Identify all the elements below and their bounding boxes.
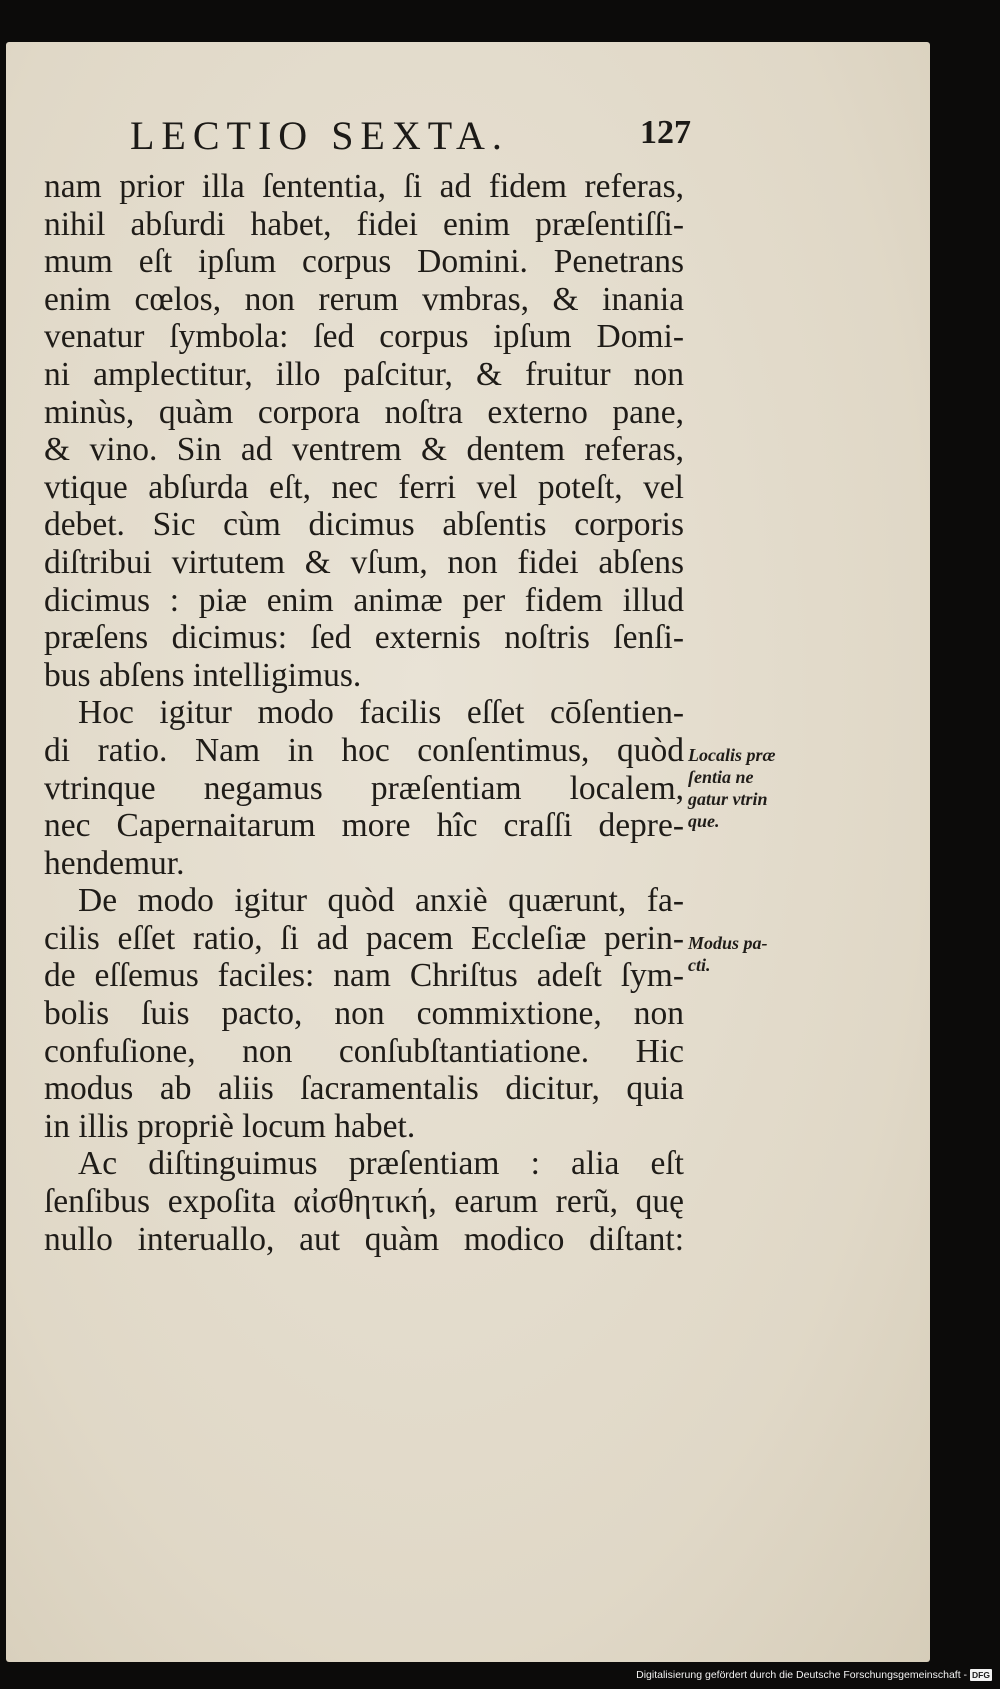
text-line: ni amplectitur, illo paſcitur, & fruitur non bbox=[44, 355, 684, 393]
margin-note-line: Localis præ bbox=[688, 745, 776, 765]
text-line: nec Capernaitarum more hîc craſſi depre- bbox=[44, 807, 684, 845]
text-line: bolis ſuis pacto, non commixtione, non bbox=[44, 995, 684, 1033]
margin-note-line: que. bbox=[688, 811, 720, 831]
text-line: præſens dicimus: ſed externis noſtris ſenſi- bbox=[44, 619, 684, 657]
margin-note-localis bbox=[688, 744, 808, 832]
text-line: nihil abſurdi habet, fidei enim præſentiſſi- bbox=[44, 205, 684, 243]
text-line: nullo interuallo, aut quàm modico diſtant: bbox=[44, 1220, 684, 1258]
margin-note-line: ſentia ne bbox=[688, 767, 754, 787]
text-line: confuſione, non conſubſtantiatione. Hic bbox=[44, 1032, 684, 1070]
page-number: 127 bbox=[640, 114, 691, 151]
body-text bbox=[44, 168, 684, 1258]
text-line: diſtribui virtutem & vſum, non fidei abſens bbox=[44, 543, 684, 581]
text-line: de eſſemus faciles: nam Chriſtus adeſt ſym- bbox=[44, 957, 684, 995]
footer-text: Digitalisierung gefördert durch die Deutsche Forschungsgemeinschaft - bbox=[636, 1669, 968, 1681]
text-line: cilis eſſet ratio, ſi ad pacem Eccleſiæ perin- bbox=[44, 919, 684, 957]
margin-note-line: cti. bbox=[688, 955, 711, 975]
text-line: bus abſens intelligimus. bbox=[44, 656, 362, 694]
digitization-credit bbox=[636, 1669, 992, 1681]
text-line: modus ab aliis ſacramentalis dicitur, quia bbox=[44, 1070, 684, 1108]
paragraph-start-line: Ac diſtinguimus præſentiam : alia eſt bbox=[78, 1145, 684, 1183]
paragraph-start-line: De modo igitur quòd anxiè quærunt, fa- bbox=[78, 882, 684, 920]
text-line: debet. Sic cùm dicimus abſentis corporis bbox=[44, 506, 684, 544]
text-line: enim cœlos, non rerum vmbras, & inania bbox=[44, 280, 684, 318]
running-head bbox=[130, 112, 690, 156]
margin-note-modus bbox=[688, 932, 798, 976]
text-line: venatur ſymbola: ſed corpus ipſum Domi- bbox=[44, 318, 684, 356]
text-line: di ratio. Nam in hoc conſentimus, quòd bbox=[44, 731, 684, 769]
text-line: ſenſibus expoſita αἰσθητική, earum rerũ, quę bbox=[44, 1183, 684, 1221]
text-line: minùs, quàm corpora noſtra externo pane, bbox=[44, 393, 684, 431]
text-line: nam prior illa ſententia, ſi ad fidem referas, bbox=[44, 168, 684, 205]
paragraph-start-line: Hoc igitur modo facilis eſſet cōſentien- bbox=[78, 694, 684, 732]
text-line: vtique abſurda eſt, nec ferri vel poteſt, vel bbox=[44, 468, 684, 506]
text-line: in illis propriè locum habet. bbox=[44, 1107, 416, 1145]
text-line: dicimus : piæ enim animæ per fidem illud bbox=[44, 581, 684, 619]
running-head-title: LECTIO SEXTA. bbox=[130, 113, 509, 158]
text-line: hendemur. bbox=[44, 844, 185, 882]
margin-note-line: gatur vtrin bbox=[688, 789, 768, 809]
text-line: mum eſt ipſum corpus Domini. Penetrans bbox=[44, 243, 684, 281]
dfg-logo: DFG bbox=[972, 1670, 990, 1680]
text-line: & vino. Sin ad ventrem & dentem referas, bbox=[44, 431, 684, 469]
margin-note-line: Modus pa- bbox=[688, 933, 768, 953]
text-line: vtrinque negamus præſentiam localem, bbox=[44, 769, 684, 807]
